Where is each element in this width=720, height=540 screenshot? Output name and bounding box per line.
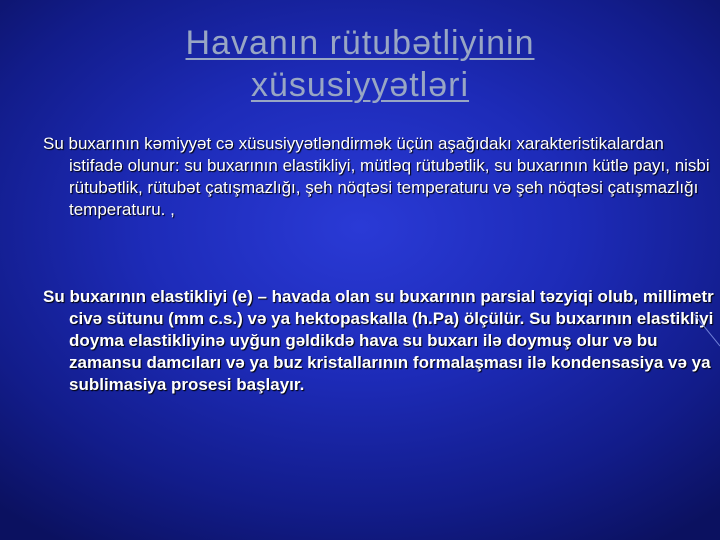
slide-title: [60, 22, 660, 106]
paragraph-characteristics: Su buxarının kəmiyyət cə xüsusiyyətləndirmək üçün aşağıdakı xarakteristikalardan istifadə olunur: su buxarının elastikliyi, mütləq rütubətlik, su buxarının kütlə payı, nisbi rütubətlik, rütubət çatışmazlığı, şeh nöqtəsi temperaturu və şeh nöqtəsi çatışmazlığı temperaturu. ,: [43, 134, 710, 219]
paragraph-vapor-elasticity: Su buxarının elastikliyi (e) – havada olan su buxarının parsial təzyiqi olub, millimetr civə sütunu (mm c.s.) və ya hektopaskalla (h.Pa) ölçülür. Su buxarının elastikliyi doyma elastikliyinə uyğun gəldikdə hava su buxarı ilə doymuş olur və bu zamansu damcıları və ya buz kristallarının formalaşması ilə kondensasiya və ya sublimasiya prosesi başlayır.: [43, 287, 714, 394]
slide-title-line-2: xüsusiyyətləri: [250, 66, 470, 104]
decorative-line: [690, 300, 720, 360]
slide-title-line-1: Havanın rütubətliyinin: [185, 24, 535, 62]
